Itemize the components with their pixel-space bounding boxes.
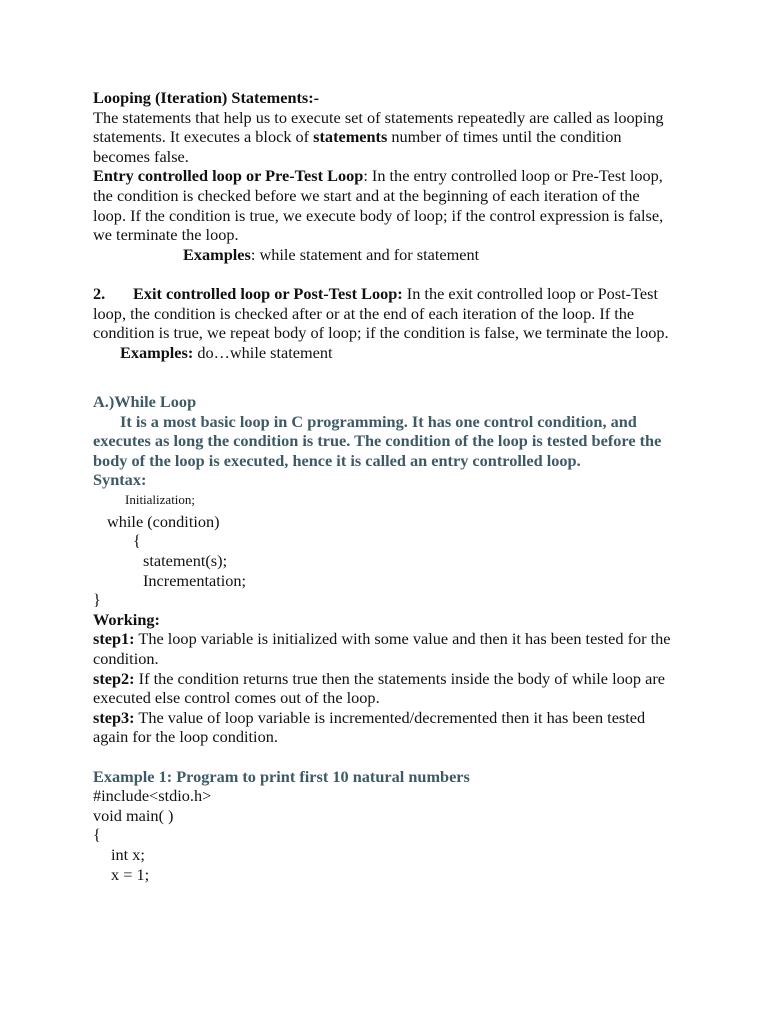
- syntax-line: }: [93, 590, 101, 610]
- code-line: x = 1;: [111, 864, 150, 884]
- entry-text: : In the entry controlled loop or Pre-Test loop, the condition is checked before we start and at the beginning of each iteration of the loop. If the condition is true, we execute body of loop; if the control expression is false, we terminate the loop.: [93, 166, 664, 245]
- exit-examples: [93, 343, 673, 363]
- exit-text: In the exit controlled loop or Post-Test loop, the condition is checked after or at the end of each iteration of the loop. If the condition is true, we repeat body of loop; if the condition is false, we terminate the loop.: [93, 283, 669, 343]
- syntax-line: Incrementation;: [143, 570, 247, 590]
- exit-examples-text: do…while statement: [193, 342, 333, 362]
- entry-examples-label: Examples: [183, 244, 251, 264]
- example1-title: Example 1: Program to print first 10 natural numbers: [93, 766, 470, 786]
- while-loop-title: A.)While Loop: [93, 391, 197, 411]
- working-step: [93, 708, 673, 747]
- syntax-line: statement(s);: [143, 551, 228, 571]
- syntax-label: Syntax:: [93, 470, 147, 490]
- step-label: step3:: [93, 707, 135, 727]
- step-text: If the condition returns true then the statements inside the body of while loop are executed else control comes out of the loop.: [93, 668, 665, 708]
- code-line: {: [93, 825, 101, 845]
- exit-paragraph: [93, 284, 673, 343]
- step-label: step2:: [93, 668, 135, 688]
- intro-paragraph: [93, 108, 673, 167]
- document-page: [93, 88, 673, 884]
- working-step: [93, 629, 673, 668]
- exit-number: 2.: [93, 283, 106, 303]
- step-text: The value of loop variable is incremented/decremented then it has been tested again for the loop condition.: [93, 707, 646, 747]
- exit-title: Exit controlled loop or Post-Test Loop:: [133, 283, 403, 303]
- entry-examples: [93, 245, 673, 265]
- exit-examples-label: Examples:: [120, 342, 194, 362]
- section-heading: Looping (Iteration) Statements:-: [93, 88, 320, 107]
- code-line: void main( ): [93, 805, 174, 825]
- entry-title: Entry controlled loop or Pre-Test Loop: [93, 166, 364, 186]
- step-text: The loop variable is initialized with some value and then it has been tested for the condition.: [93, 629, 671, 669]
- intro-text: The statements that help us to execute set of statements repeatedly are called as looping statements. It executes a block of: [93, 107, 664, 147]
- entry-examples-text: : while statement and for statement: [250, 244, 480, 264]
- working-step: [93, 669, 673, 708]
- syntax-line: {: [133, 531, 141, 551]
- syntax-line: Initialization;: [125, 491, 196, 507]
- code-line: int x;: [111, 844, 145, 864]
- code-line: #include<stdio.h>: [93, 786, 212, 806]
- step-label: step1:: [93, 629, 135, 649]
- while-loop-description: It is a most basic loop in C programming. It has one control condition, and executes as long the condition is true. The condition of the loop is tested before the body of the loop is executed, hence it is called an entry controlled loop.: [93, 411, 662, 470]
- syntax-line: while (condition): [107, 511, 220, 531]
- entry-paragraph: [93, 166, 673, 244]
- working-label: Working:: [93, 609, 160, 629]
- intro-bold: statements: [313, 127, 388, 147]
- intro-text-end: number of times until the condition becomes false.: [93, 127, 622, 166]
